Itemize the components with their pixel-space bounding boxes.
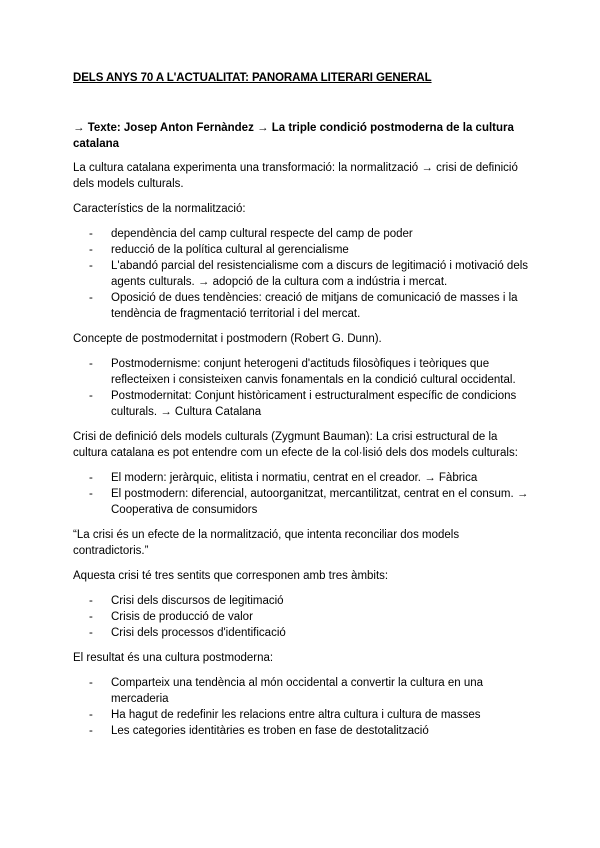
section-heading-normalitzacio: Característics de la normalització: [73, 203, 246, 215]
list-item: - dependència del camp cultural respecte del camp de poder [73, 226, 535, 242]
section-heading-crisi: Crisi de definició dels models culturals (Zygmunt Bauman): La crisi estructural de la cultura catalana es pot entendre com un efecte de la col·lisió dels dos models culturals: [73, 431, 518, 459]
section-heading-resultat: El resultat és una cultura postmoderna: [73, 652, 274, 664]
list-item: - El postmodern: diferencial, autoorganitzat, mercantilitzat, centrat en el consum. → Cooperativa de consumidors [73, 486, 535, 518]
sentits-list [73, 593, 535, 641]
section-heading-postmodernitat: Concepte de postmodernitat i postmodern (Robert G. Dunn). [73, 333, 382, 345]
list-item: - El modern: jeràrquic, elitista i normatiu, centrat en el creador. → Fàbrica [73, 470, 535, 486]
list-item: - Crisi dels processos d'identificació [73, 625, 535, 641]
list-item: - L'abandó parcial del resistencialisme com a discurs de legitimació i motivació dels agents culturals. → adopció de la cultura com a indústria i mercat. [73, 258, 535, 290]
section-heading-sentits: Aquesta crisi té tres sentits que corresponen amb tres àmbits: [73, 570, 389, 582]
list-item: - Postmodernisme: conjunt heterogeni d'actituds filosòfiques i teòriques que reflecteixen i consisteixen canvis fonamentals en la condició cultural occidental. [73, 356, 535, 388]
quote-paragraph: “La crisi és un efecte de la normalització, que intenta reconciliar dos models contradictoris.” [73, 529, 460, 557]
list-item: - reducció de la política cultural al gerencialisme [73, 242, 535, 258]
resultat-list [73, 675, 535, 739]
list-item: - Comparteix una tendència al món occidental a convertir la cultura en una mercaderia [73, 675, 535, 707]
text-source-heading: → Texte: Josep Anton Fernàndez → La triple condició postmoderna de la cultura catalana [73, 122, 514, 150]
postmodernitat-list [73, 356, 535, 420]
list-item: - Crisis de producció de valor [73, 609, 535, 625]
page-title: DELS ANYS 70 A L'ACTUALITAT: PANORAMA LITERARI GENERAL [73, 72, 432, 84]
intro-paragraph: La cultura catalana experimenta una transformació: la normalització → crisi de definició dels models culturals. [73, 162, 518, 190]
list-item: - Oposició de dues tendències: creació de mitjans de comunicació de masses i la tendència de fragmentació territorial i del mercat. [73, 290, 535, 322]
normalitzacio-list [73, 226, 535, 322]
list-item: - Crisi dels discursos de legitimació [73, 593, 535, 609]
document-body [73, 120, 535, 748]
list-item: - Les categories identitàries es troben en fase de destotalització [73, 723, 535, 739]
list-item: - Postmodernitat: Conjunt històricament i estructuralment específic de condicions culturals. → Cultura Catalana [73, 388, 535, 420]
models-list [73, 470, 535, 518]
list-item: - Ha hagut de redefinir les relacions entre altra cultura i cultura de masses [73, 707, 535, 723]
